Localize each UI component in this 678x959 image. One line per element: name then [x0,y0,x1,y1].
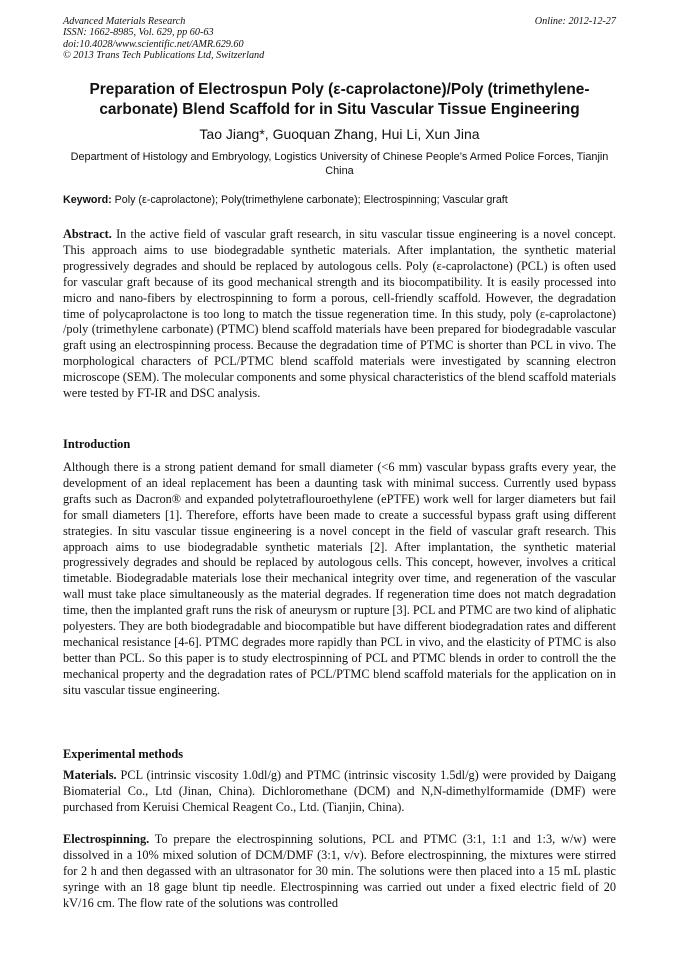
online-date: Online: 2012-12-27 [534,16,616,27]
journal-name: Advanced Materials Research [63,16,186,27]
doi-line: doi:10.4028/www.scientific.net/AMR.629.60 [63,38,244,50]
materials-paragraph [63,768,616,816]
materials-text: PCL (intrinsic viscosity 1.0dl/g) and PTMC (intrinsic viscosity 1.5dl/g) were provided by Daigang Biomaterial Co., Ltd (Jinan, China). Dichloromethane (DCM) and N,N-dimethylformamide (DMF) were purchased from Keruisi Chemical Reagent Co., Ltd. (Tianjin, China). [63,768,616,814]
electrospinning-paragraph [63,832,616,912]
paper-title: Preparation of Electrospun Poly (ε-caprolactone)/Poly (trimethylene-carbonate) Blend Scaffold for in Situ Vascular Tissue Engineering [89,81,590,118]
journal-header [63,16,616,62]
abstract-label: Abstract. [63,227,112,241]
copyright-line: © 2013 Trans Tech Publications Ltd, Switzerland [63,50,265,62]
electrospinning-label: Electrospinning. [63,832,150,846]
author-list: Tao Jiang*, Guoquan Zhang, Hui Li, Xun Jina [199,126,480,142]
introduction-text: Although there is a strong patient demand for small diameter (<6 mm) vascular bypass grafts every year, the development of an ideal replacement has been a daunting task with minimal success. Currently used bypass grafts such as Dacron® and expanded polytetraflouroethylene (ePTFE) work well for larger diameters but fail for small diameters [1]. Therefore, efforts have been made to create a successful bypass graft using different strategies. In situ vascular tissue engineering is a novel concept in the field of vascular graft research. This approach aims to use biodegradable synthetic materials [2]. After implantation, the synthetic material progressively degrades and should be replaced by autologous cells. This concept, however, involves a critical timetable. Biodegradable materials lose their mechanical integrity over time, and regeneration of the vascular wall must take place simultaneously as the material degrades. If regeneration time does not match degradation time, then the implanted graft runs the risk of aneurysm or rupture [3]. PCL and PTMC are two kind of aliphatic polyesters. They are both biodegradable and biocompatible but have different biodegradation rates and different mechanical resistance [4-6]. PTMC degrades more rapidly than PCL in vivo, and the elasticity of PTMC is also better than PCL. So this paper is to study electrospinning of PCL and PTMC blends in order to controll the the mechanical property and the degradation rates of PCL/PTMC blend scaffold materials for the application on in situ vascular tissue engineering. [63,460,616,697]
electrospinning-text: To prepare the electrospinning solutions, PCL and PTMC (3:1, 1:1 and 1:3, w/w) were dissolved in a 10% mixed solution of DCM/DMF (3:1, v/v). Before electrospinning, the mixtures were stirred for 2 h and then degassed with an ultrasonator for 30 min. The solutions were then placed into a 15 mL plastic syringe with an 18 gage blunt tip needle. Electrospinning was carried out under a fixed electric field of 20 kV/16 cm. The flow rate of the solutions was controlled [63,832,616,910]
abstract-text: In the active field of vascular graft research, in situ vascular tissue engineering is a novel concept. This approach aims to use biodegradable synthetic materials. After implantation, the synthetic material progressively degrades and should be replaced by autologous cells. Poly (ε-caprolactone) (PCL) is often used for vascular graft because of its good mechanical strength and its biocompatibility. It is easily processed into micro and nano-fibers by electrospinning to form a porous, cell-friendly scaffold. However, the degradation time of polycaprolactone is too long to match the tissue regeneration time. In this study, poly (ε-caprolactone) /poly (trimethylene carbonate) (PTMC) blend scaffold materials have been prepared for biodegradable vascular graft using an electrospinning process. Because the degradation time of PTMC is shorter than PCL in vivo. The morphological characters of PCL/PTMC blend scaffold materials were investigated by scanning electron microscope (SEM). The molecular components and some physical characteristics of the blend scaffold materials were tested by FT-IR and DSC analysis. [63,227,616,401]
introduction-heading: Introduction [63,437,131,451]
keywords-text: Poly (ε-caprolactone); Poly(trimethylene carbonate); Electrospinning; Vascular graft [111,194,508,206]
abstract [63,227,616,402]
keywords [63,193,616,207]
keywords-label: Keyword: [63,194,112,206]
materials-label: Materials. [63,768,117,782]
issn-line: ISSN: 1662-8985, Vol. 629, pp 60-63 [63,27,214,39]
affiliation: Department of Histology and Embryology, Logistics University of Chinese People’s Armed Police Forces, Tianjin China [70,151,609,177]
experimental-heading: Experimental methods [63,747,184,761]
